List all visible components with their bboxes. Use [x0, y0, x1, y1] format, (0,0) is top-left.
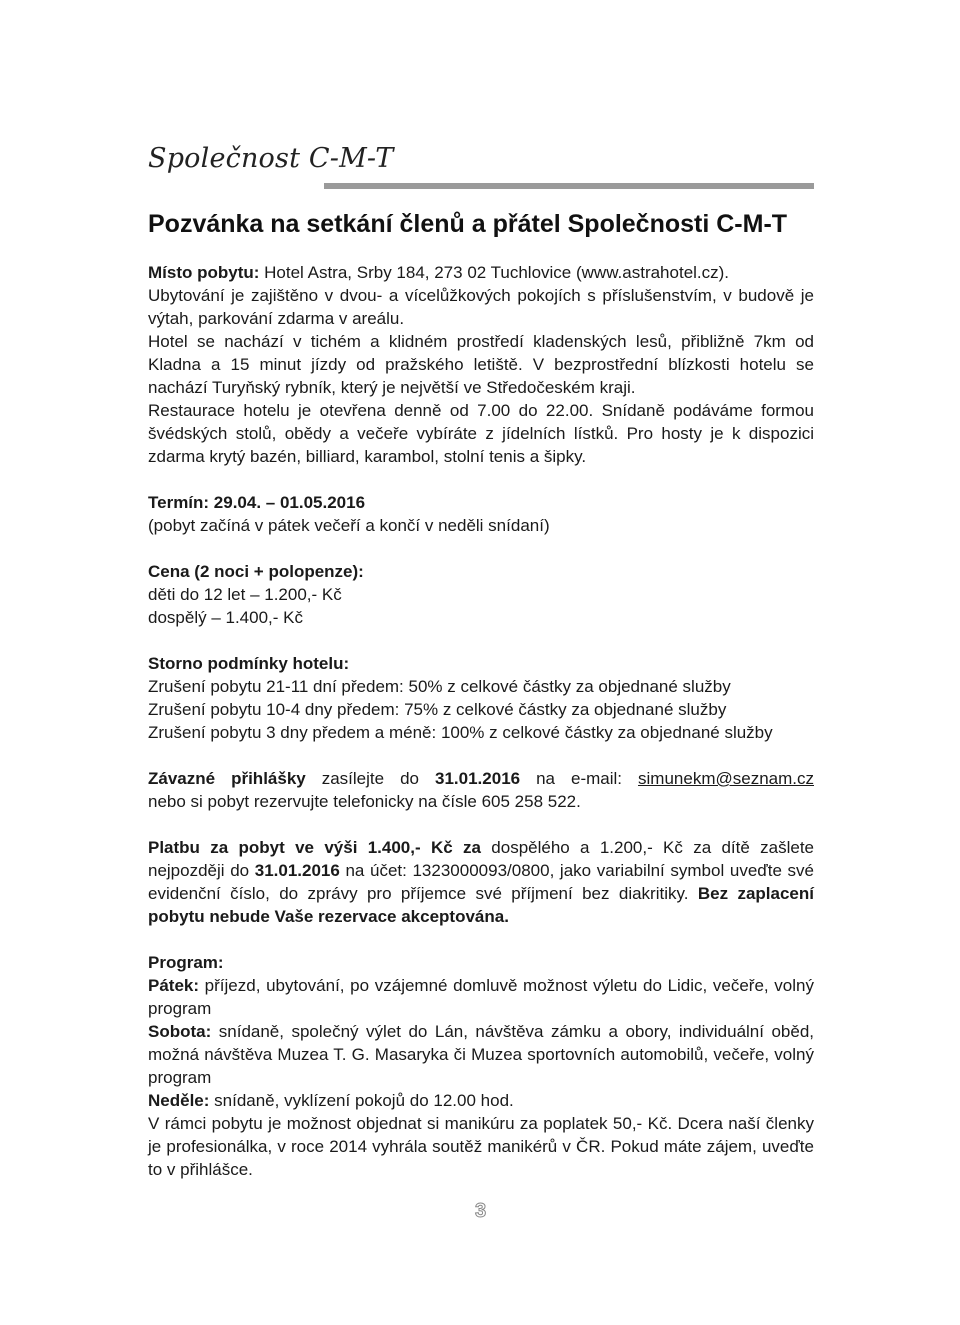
- page-number: 3: [474, 1200, 488, 1222]
- program-sunday: Neděle: snídaně, vyklízení pokojů do 12.00 hod.: [148, 1091, 514, 1110]
- term-note: (pobyt začíná v pátek večeří a končí v neděli snídaní): [148, 516, 550, 535]
- registration-phone: nebo si pobyt rezervujte telefonicky na čísle 605 258 522.: [148, 792, 581, 811]
- program-extra: V rámci pobytu je možnost objednat si manikúru za poplatek 50,- Kč. Dcera naší členky je profesionálka, v roce 2014 vyhrála soutěž manikérů v ČR. Pokud máte zájem, uveďte to v přihlášce.: [148, 1114, 814, 1179]
- accommodation-paragraph: Ubytování je zajištěno v dvou- a vícelůžkových pokojích s příslušenstvím, v budově je výtah, parkování zdarma v areálu.: [148, 286, 814, 328]
- registration-email-link[interactable]: simunekm@seznam.cz: [638, 769, 814, 788]
- price-adult: dospělý – 1.400,- Kč: [148, 608, 303, 627]
- header-rule: [324, 183, 814, 189]
- storno-row: Zrušení pobytu 21-11 dní předem: 50% z celkové částky za objednané služby: [148, 677, 731, 696]
- society-name: Společnost C-M-T: [148, 143, 394, 174]
- program-saturday: Sobota: snídaně, společný výlet do Lán, návštěva zámku a obory, individuální oběd, možná návštěva Muzea T. G. Masaryka či Muzea sportovních automobilů, večeře, volný program: [148, 1022, 814, 1087]
- registration-deadline: 31.01.2016: [435, 769, 521, 788]
- price-label: Cena (2 noci + polopenze):: [148, 562, 364, 581]
- program-friday: Pátek: příjezd, ubytování, po vzájemné domluvě možnost výletu do Lidic, večeře, volný program: [148, 976, 814, 1018]
- page-header: [148, 143, 814, 189]
- restaurant-paragraph: Restaurace hotelu je otevřena denně od 7.00 do 22.00. Snídaně podáváme formou švédských stolů, obědy a večeře vybíráte z jídelních lístků. Pro hosty je k dispozici zdarma krytý bazén, billiard, karambol, stolní tenis a šipky.: [148, 401, 814, 466]
- document-body: [148, 261, 814, 1181]
- storno-row: Zrušení pobytu 10-4 dny předem: 75% z celkové částky za objednané služby: [148, 700, 727, 719]
- payment-deadline: 31.01.2016: [254, 861, 340, 880]
- place-label: Místo pobytu:: [148, 263, 260, 282]
- location-paragraph: Hotel se nachází v tichém a klidném prostředí kladenských lesů, přibližně 7km od Kladna a 15 minut jízdy od pražského letiště. V bezprostřední blízkosti hotelu se nachází Turyňský rybník, který je největší ve Středočeském kraji.: [148, 332, 814, 397]
- registration-line: Závazné přihlášky zasílejte do 31.01.2016 na e-mail: simunekm@seznam.cz: [148, 769, 814, 788]
- registration-label: Závazné přihlášky: [148, 769, 306, 788]
- payment-paragraph: Platbu za pobyt ve výši 1.400,- Kč za dospělého a 1.200,- Kč za dítě zašlete nejpozději do 31.01.2016 na účet: 1323000093/0800, jako variabilní symbol uveďte své evidenční číslo, do zprávy pro příjemce své příjmení bez diakritiky. Bez zaplacení pobytu nebude Vaše rezervace akceptována.: [148, 838, 815, 926]
- place-value: Hotel Astra, Srby 184, 273 02 Tuchlovice (www.astrahotel.cz).: [259, 263, 730, 282]
- storno-row: Zrušení pobytu 3 dny předem a méně: 100% z celkové částky za objednané služby: [148, 723, 773, 742]
- program-label: Program:: [148, 953, 224, 972]
- storno-label: Storno podmínky hotelu:: [148, 654, 350, 673]
- page-title: Pozvánka na setkání členů a přátel Společnosti C-M-T: [148, 210, 788, 238]
- price-children: děti do 12 let – 1.200,- Kč: [148, 585, 342, 604]
- payment-warning: Bez zaplacení pobytu nebude Vaše rezervace akceptována.: [148, 884, 814, 926]
- place-line: [148, 261, 814, 284]
- term-label: Termín: 29.04. – 01.05.2016: [148, 493, 366, 512]
